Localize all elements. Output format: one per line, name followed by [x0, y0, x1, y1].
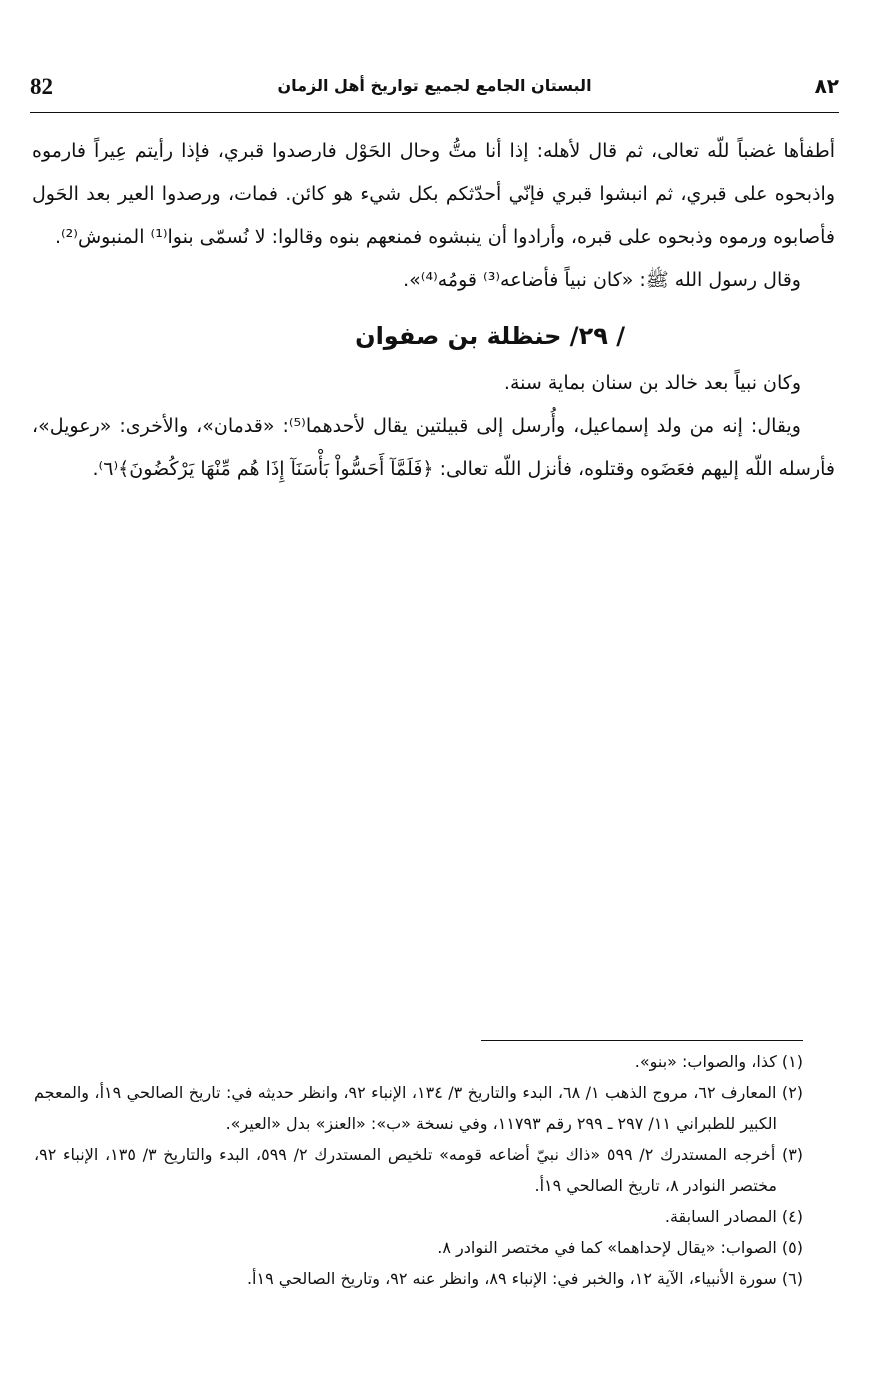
section-heading: / ٢٩/ حنظلة بن صفوان [355, 322, 625, 350]
body-paragraph: أطفأها غضباً للّه تعالى، ثم قال لأهله: إذا أنا متُّ وحال الحَوْل فارصدوا قبري، فإذا رأيتم عِيراً فارموه واذبحوه على قبري، ثم انبشوا قبري فإنّي أحدّثكم بكل شيء هو كائن. فمات، ورصدوا العير بعد الحَول فأصابوه ورموه وذبحوه على قبره، وأرادوا أن ينبشوه فمنعهم بنوه وقالوا: لا نُسمّى بنوا⁽¹⁾ المنبوش⁽²⁾. [32, 140, 835, 248]
page-number-arabic: ٨٢ [814, 74, 839, 98]
footnote-rule [481, 1040, 803, 1041]
footnote: (٢) المعارف ٦٢، مروج الذهب ١/ ٦٨، البدء والتاريخ ٣/ ١٣٤، الإنباء ٩٢، وانظر حديثه في: تاريخ الصالحي ١٩أ، والمعجم الكبير للطبراني ١١/ ٢٩٧ ـ ٢٩٩ رقم ١١٧٩٣، وفي نسخة «ب»: «العنز» بدل «العير». [34, 1083, 804, 1133]
footnote: (٣) أخرجه المستدرك ٢/ ٥٩٩ «ذاك نبيّ أضاعه قومه» تلخيص المستدرك ٢/ ٥٩٩، البدء والتاريخ ٣/ ١٣٥، الإنباء ٩٢، مختصر النوادر ٨، تاريخ الصالحي ١٩أ. [34, 1145, 804, 1195]
page-header [30, 74, 839, 108]
main-text [32, 130, 835, 491]
footnote: (٦) سورة الأنبياء، الآية ١٢، والخبر في: الإنباء ٨٩، وانظر عنه ٩٢، وتاريخ الصالحي ١٩أ. [246, 1269, 803, 1288]
header-rule [30, 112, 839, 113]
body-paragraph: وكان نبياً بعد خالد بن سنان بماية سنة. [503, 372, 801, 394]
footnote: (٤) المصادر السابقة. [664, 1207, 803, 1226]
running-title: البستان الجامع لجميع تواريخ أهل الزمان [277, 76, 592, 95]
page-number-latin: 82 [30, 74, 53, 99]
body-paragraph: وقال رسول الله ﷺ: «كان نبياً فأضاعه⁽³⁾ قومُه⁽⁴⁾». [403, 269, 801, 291]
footnote: (١) كذا، والصواب: «بنو». [634, 1052, 803, 1071]
body-paragraph: ويقال: إنه من ولد إسماعيل، وأُرسل إلى قبيلتين يقال لأحدهما⁽⁵⁾: «قدمان»، والأخرى: «رعويل»، فأرسله اللّه إليهم فعَضَوه وقتلوه، فأنزل اللّه تعالى: ﴿فَلَمَّآ أَحَسُّواْ بَأْسَنَآ إِذَا هُم مِّنْهَا يَرْكُضُونَ﴾⁽٦⁾. [32, 415, 835, 480]
footnotes [34, 1046, 803, 1294]
footnote: (٥) الصواب: «يقال لإحداهما» كما في مختصر النوادر ٨. [437, 1238, 803, 1257]
